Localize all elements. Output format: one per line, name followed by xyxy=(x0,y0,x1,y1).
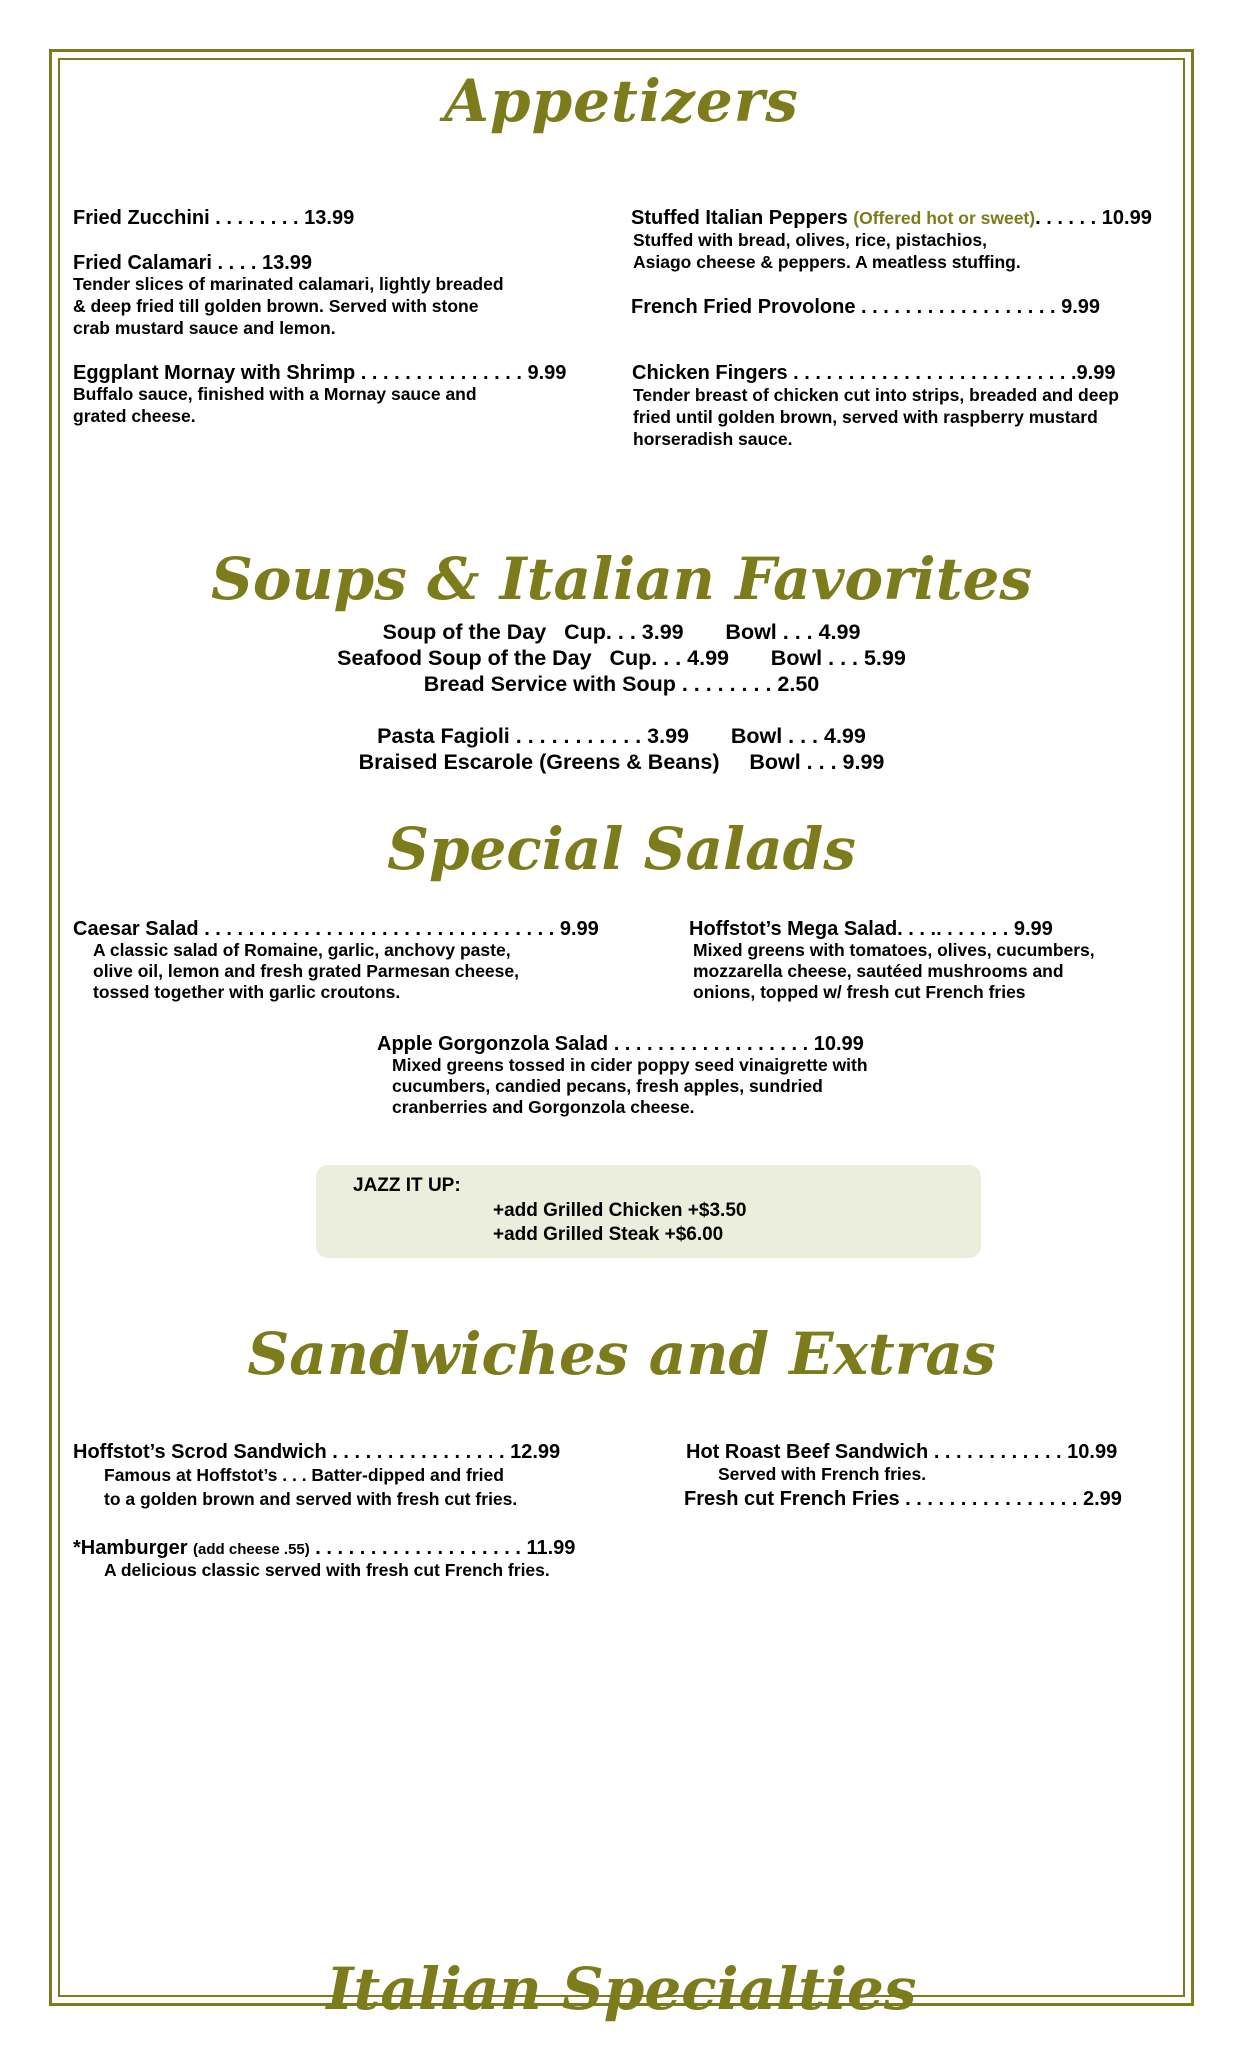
eggplant-mornay-item: Eggplant Mornay with Shrimp . . . . . . . . . . . . . . . 9.99 xyxy=(73,362,567,384)
seafood-soup-line: Seafood Soup of the Day Cup. . . 4.99 Bowl . . . 5.99 xyxy=(337,646,906,670)
menu-frame-inner xyxy=(58,58,1185,1997)
french-fried-provolone-item: French Fried Provolone . . . . . . . . . . . . . . . . . . 9.99 xyxy=(631,296,1101,318)
caesar-salad-item: Caesar Salad . . . . . . . . . . . . . . . . . . . . . . . . . . . . . . . . 9.99 xyxy=(73,918,599,940)
salads-heading: Special Salads xyxy=(387,815,856,883)
soup-of-the-day-line: Soup of the Day Cup. . . 3.99 Bowl . . . 4.99 xyxy=(382,620,861,644)
appetizers-heading: Appetizers xyxy=(444,67,799,135)
pasta-fagioli-line: Pasta Fagioli . . . . . . . . . . . 3.99 Bowl . . . 4.99 xyxy=(377,724,866,748)
scrod-sandwich-description: Famous at Hoffstot’s . . . Batter-dipped and fried to a golden brown and served with fresh cut fries. xyxy=(104,1465,518,1509)
fried-zucchini-item: Fried Zucchini . . . . . . . . 13.99 xyxy=(73,207,355,229)
braised-escarole-line: Braised Escarole (Greens & Beans) Bowl . . . 9.99 xyxy=(358,750,885,774)
scrod-sandwich-item: Hoffstot’s Scrod Sandwich . . . . . . . . . . . . . . . . 12.99 xyxy=(73,1441,561,1463)
stuffed-peppers-description: Stuffed with bread, olives, rice, pistachios, Asiago cheese & peppers. A meatless stuffing. xyxy=(633,230,1021,272)
stuffed-peppers-price: . . . . . . 10.99 xyxy=(1035,207,1152,229)
stuffed-peppers-name: Stuffed Italian Peppers xyxy=(631,207,854,229)
hot-roast-beef-description: Served with French fries. xyxy=(718,1464,927,1484)
hamburger-price: . . . . . . . . . . . . . . . . . . . 11.99 xyxy=(309,1537,576,1559)
hamburger-name: *Hamburger xyxy=(73,1537,194,1559)
caesar-salad-description: A classic salad of Romaine, garlic, anchovy paste, olive oil, lemon and fresh grated Parmesan cheese, tossed together with garlic croutons. xyxy=(93,940,519,1002)
eggplant-mornay-description: Buffalo sauce, finished with a Mornay sauce and grated cheese. xyxy=(73,384,477,426)
jazz-it-up-title: JAZZ IT UP: xyxy=(353,1175,461,1196)
hamburger-note: (add cheese .55) xyxy=(193,1541,310,1558)
add-grilled-chicken: +add Grilled Chicken +$3.50 xyxy=(493,1200,747,1221)
italian-specialties-heading: Italian Specialties xyxy=(326,1955,917,2023)
mega-salad-description: Mixed greens with tomatoes, olives, cucumbers, mozzarella cheese, sautéed mushrooms and onions, topped w/ fresh cut French fries xyxy=(693,940,1095,1002)
stuffed-peppers-item xyxy=(631,207,1152,229)
mega-salad-item: Hoffstot’s Mega Salad. . . .. . . . . . . 9.99 xyxy=(689,918,1053,940)
fried-calamari-item: Fried Calamari . . . . 13.99 xyxy=(73,252,313,274)
soups-heading: Soups & Italian Favorites xyxy=(210,545,1033,613)
apple-gorgonzola-item: Apple Gorgonzola Salad . . . . . . . . . . . . . . . . . . 10.99 xyxy=(377,1033,864,1055)
sandwiches-heading: Sandwiches and Extras xyxy=(247,1320,996,1388)
add-grilled-steak: +add Grilled Steak +$6.00 xyxy=(493,1224,724,1245)
apple-gorgonzola-description: Mixed greens tossed in cider poppy seed vinaigrette with cucumbers, candied pecans, fresh apples, sundried cranberries and Gorgonzola cheese. xyxy=(392,1055,868,1117)
fried-calamari-description: Tender slices of marinated calamari, lightly breaded & deep fried till golden brown. Served with stone crab mustard sauce and lemon. xyxy=(73,274,504,338)
hot-roast-beef-item: Hot Roast Beef Sandwich . . . . . . . . . . . . 10.99 xyxy=(686,1441,1118,1463)
hamburger-description: A delicious classic served with fresh cut French fries. xyxy=(104,1560,550,1580)
french-fries-item: Fresh cut French Fries . . . . . . . . . . . . . . . . 2.99 xyxy=(684,1488,1122,1510)
chicken-fingers-description: Tender breast of chicken cut into strips, breaded and deep fried until golden brown, served with raspberry mustard horseradish sauce. xyxy=(633,385,1119,449)
bread-service-line: Bread Service with Soup . . . . . . . . 2.50 xyxy=(423,672,820,696)
chicken-fingers-item: Chicken Fingers . . . . . . . . . . . . . . . . . . . . . . . . . .9.99 xyxy=(632,362,1116,384)
hamburger-item xyxy=(73,1537,575,1561)
stuffed-peppers-note: (Offered hot or sweet) xyxy=(853,208,1036,228)
